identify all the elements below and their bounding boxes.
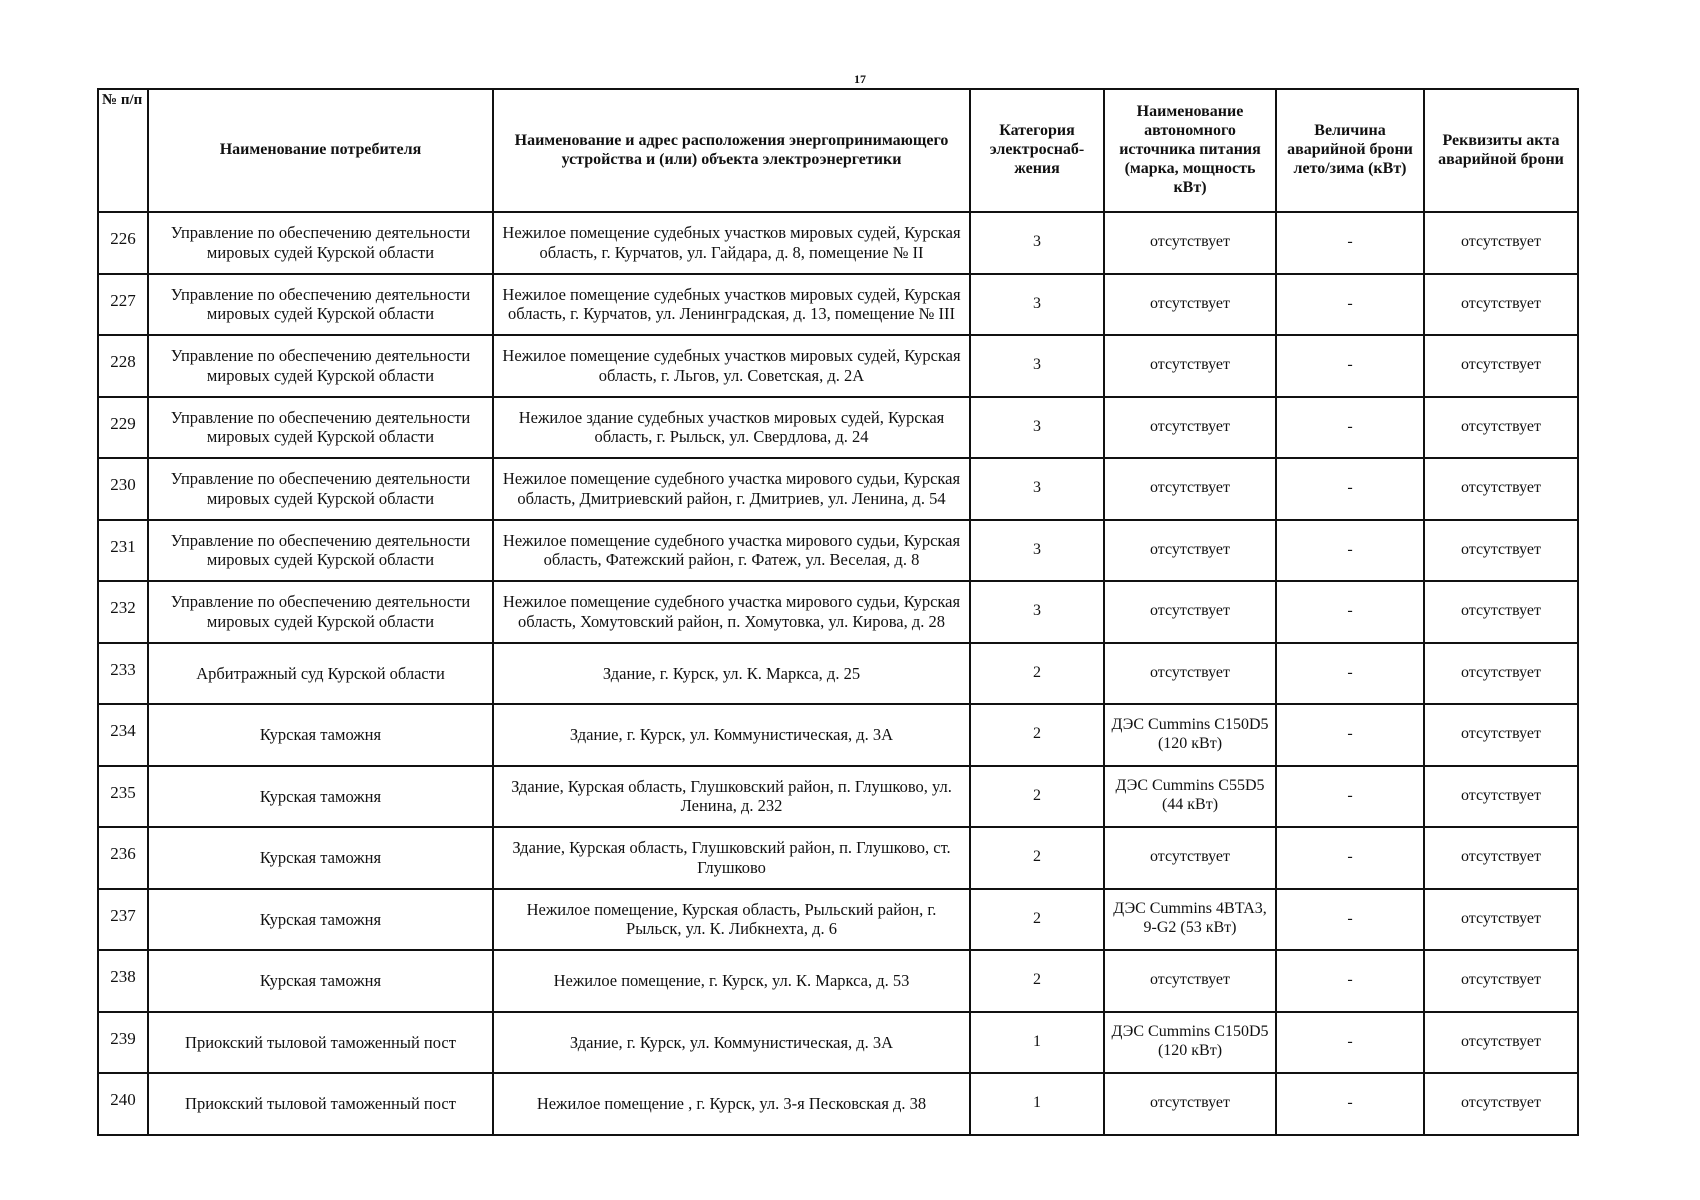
- cell-act: отсутствует: [1424, 950, 1578, 1012]
- cell-power-source: отсутствует: [1104, 397, 1276, 459]
- table-header-row: [98, 89, 1578, 212]
- cell-reserve: -: [1276, 889, 1424, 951]
- cell-consumer: Управление по обеспечению деятельности мировых судей Курской области: [148, 335, 493, 397]
- cell-power-source: отсутствует: [1104, 212, 1276, 274]
- header-number: № п/п: [98, 89, 148, 212]
- cell-category: 3: [970, 397, 1104, 459]
- cell-number: 230: [98, 458, 148, 520]
- cell-reserve: -: [1276, 766, 1424, 828]
- header-category: Категория электроснаб-жения: [970, 89, 1104, 212]
- table-row: [98, 1073, 1578, 1135]
- cell-address: Нежилое помещение судебного участка мирового судьи, Курская область, Фатежский район, г. Фатеж, ул. Веселая, д. 8: [493, 520, 970, 582]
- cell-power-source: ДЭС Cummins 4BTA3, 9-G2 (53 кВт): [1104, 889, 1276, 951]
- table-row: [98, 766, 1578, 828]
- cell-power-source: отсутствует: [1104, 950, 1276, 1012]
- table-row: [98, 827, 1578, 889]
- cell-address: Нежилое помещение , г. Курск, ул. 3-я Песковская д. 38: [493, 1073, 970, 1135]
- cell-act: отсутствует: [1424, 1012, 1578, 1074]
- cell-power-source: отсутствует: [1104, 643, 1276, 705]
- cell-number: 226: [98, 212, 148, 274]
- cell-number: 229: [98, 397, 148, 459]
- cell-reserve: -: [1276, 643, 1424, 705]
- cell-consumer: Арбитражный суд Курской области: [148, 643, 493, 705]
- header-consumer: Наименование потребителя: [148, 89, 493, 212]
- cell-act: отсутствует: [1424, 520, 1578, 582]
- cell-address: Здание, г. Курск, ул. Коммунистическая, д. 3А: [493, 1012, 970, 1074]
- cell-number: 228: [98, 335, 148, 397]
- cell-number: 237: [98, 889, 148, 951]
- cell-reserve: -: [1276, 827, 1424, 889]
- cell-consumer: Управление по обеспечению деятельности мировых судей Курской области: [148, 581, 493, 643]
- cell-act: отсутствует: [1424, 766, 1578, 828]
- cell-act: отсутствует: [1424, 1073, 1578, 1135]
- cell-act: отсутствует: [1424, 889, 1578, 951]
- cell-power-source: ДЭС Cummins C55D5 (44 кВт): [1104, 766, 1276, 828]
- cell-reserve: -: [1276, 397, 1424, 459]
- cell-act: отсутствует: [1424, 335, 1578, 397]
- table-row: [98, 212, 1578, 274]
- table-row: [98, 643, 1578, 705]
- cell-category: 2: [970, 766, 1104, 828]
- cell-act: отсутствует: [1424, 643, 1578, 705]
- cell-category: 2: [970, 827, 1104, 889]
- table-row: [98, 704, 1578, 766]
- cell-category: 3: [970, 335, 1104, 397]
- cell-consumer: Управление по обеспечению деятельности мировых судей Курской области: [148, 520, 493, 582]
- table-row: [98, 274, 1578, 336]
- cell-consumer: Управление по обеспечению деятельности мировых судей Курской области: [148, 212, 493, 274]
- cell-category: 3: [970, 581, 1104, 643]
- cell-power-source: отсутствует: [1104, 827, 1276, 889]
- cell-number: 236: [98, 827, 148, 889]
- cell-power-source: отсутствует: [1104, 581, 1276, 643]
- cell-category: 3: [970, 274, 1104, 336]
- table-row: [98, 458, 1578, 520]
- cell-address: Нежилое помещение, г. Курск, ул. К. Маркса, д. 53: [493, 950, 970, 1012]
- cell-address: Здание, Курская область, Глушковский район, п. Глушково, ул. Ленина, д. 232: [493, 766, 970, 828]
- cell-power-source: отсутствует: [1104, 335, 1276, 397]
- cell-reserve: -: [1276, 581, 1424, 643]
- cell-consumer: Курская таможня: [148, 704, 493, 766]
- cell-consumer: Приокский тыловой таможенный пост: [148, 1073, 493, 1135]
- cell-reserve: -: [1276, 1012, 1424, 1074]
- cell-category: 1: [970, 1073, 1104, 1135]
- table-row: [98, 397, 1578, 459]
- cell-number: 234: [98, 704, 148, 766]
- cell-act: отсутствует: [1424, 397, 1578, 459]
- cell-power-source: отсутствует: [1104, 1073, 1276, 1135]
- cell-consumer: Курская таможня: [148, 827, 493, 889]
- cell-number: 239: [98, 1012, 148, 1074]
- cell-power-source: ДЭС Cummins C150D5 (120 кВт): [1104, 1012, 1276, 1074]
- table-row: [98, 335, 1578, 397]
- cell-address: Здание, г. Курск, ул. Коммунистическая, д. 3А: [493, 704, 970, 766]
- cell-category: 3: [970, 520, 1104, 582]
- cell-address: Нежилое помещение судебных участков мировых судей, Курская область, г. Курчатов, ул. Ленинградская, д. 13, помещение № III: [493, 274, 970, 336]
- cell-act: отсутствует: [1424, 274, 1578, 336]
- table-row: [98, 581, 1578, 643]
- cell-consumer: Приокский тыловой таможенный пост: [148, 1012, 493, 1074]
- cell-number: 238: [98, 950, 148, 1012]
- cell-consumer: Управление по обеспечению деятельности мировых судей Курской области: [148, 397, 493, 459]
- cell-address: Нежилое помещение, Курская область, Рыльский район, г. Рыльск, ул. К. Либкнехта, д. 6: [493, 889, 970, 951]
- header-address: Наименование и адрес расположения энергопринимающего устройства и (или) объекта электроэнергетики: [493, 89, 970, 212]
- cell-number: 232: [98, 581, 148, 643]
- cell-address: Нежилое помещение судебного участка мирового судьи, Курская область, Дмитриевский район, г. Дмитриев, ул. Ленина, д. 54: [493, 458, 970, 520]
- cell-address: Нежилое помещение судебного участка мирового судьи, Курская область, Хомутовский район, п. Хомутовка, ул. Кирова, д. 28: [493, 581, 970, 643]
- cell-category: 2: [970, 889, 1104, 951]
- cell-act: отсутствует: [1424, 827, 1578, 889]
- cell-reserve: -: [1276, 1073, 1424, 1135]
- table-row: [98, 520, 1578, 582]
- cell-number: 240: [98, 1073, 148, 1135]
- header-power-source: Наименование автономного источника питания (марка, мощность кВт): [1104, 89, 1276, 212]
- table-body: [98, 212, 1578, 1135]
- cell-reserve: -: [1276, 520, 1424, 582]
- cell-category: 2: [970, 643, 1104, 705]
- cell-act: отсутствует: [1424, 581, 1578, 643]
- cell-category: 3: [970, 458, 1104, 520]
- cell-address: Нежилое помещение судебных участков мировых судей, Курская область, г. Льгов, ул. Советская, д. 2А: [493, 335, 970, 397]
- cell-category: 2: [970, 704, 1104, 766]
- table-row: [98, 1012, 1578, 1074]
- page-number: 17: [854, 72, 866, 86]
- cell-act: отсутствует: [1424, 212, 1578, 274]
- cell-number: 227: [98, 274, 148, 336]
- cell-reserve: -: [1276, 458, 1424, 520]
- cell-address: Нежилое помещение судебных участков мировых судей, Курская область, г. Курчатов, ул. Гайдара, д. 8, помещение № II: [493, 212, 970, 274]
- cell-power-source: отсутствует: [1104, 274, 1276, 336]
- cell-act: отсутствует: [1424, 704, 1578, 766]
- cell-reserve: -: [1276, 704, 1424, 766]
- table-row: [98, 889, 1578, 951]
- cell-reserve: -: [1276, 274, 1424, 336]
- cell-power-source: отсутствует: [1104, 520, 1276, 582]
- cell-address: Нежилое здание судебных участков мировых судей, Курская область, г. Рыльск, ул. Свердлова, д. 24: [493, 397, 970, 459]
- header-act: Реквизиты акта аварийной брони: [1424, 89, 1578, 212]
- cell-act: отсутствует: [1424, 458, 1578, 520]
- cell-power-source: отсутствует: [1104, 458, 1276, 520]
- cell-power-source: ДЭС Cummins C150D5 (120 кВт): [1104, 704, 1276, 766]
- table-row: [98, 950, 1578, 1012]
- cell-consumer: Курская таможня: [148, 766, 493, 828]
- cell-category: 2: [970, 950, 1104, 1012]
- cell-consumer: Курская таможня: [148, 889, 493, 951]
- cell-address: Здание, Курская область, Глушковский район, п. Глушково, ст. Глушково: [493, 827, 970, 889]
- cell-consumer: Управление по обеспечению деятельности мировых судей Курской области: [148, 274, 493, 336]
- cell-category: 3: [970, 212, 1104, 274]
- cell-reserve: -: [1276, 950, 1424, 1012]
- cell-address: Здание, г. Курск, ул. К. Маркса, д. 25: [493, 643, 970, 705]
- cell-number: 235: [98, 766, 148, 828]
- cell-reserve: -: [1276, 335, 1424, 397]
- cell-number: 233: [98, 643, 148, 705]
- cell-consumer: Курская таможня: [148, 950, 493, 1012]
- cell-consumer: Управление по обеспечению деятельности мировых судей Курской области: [148, 458, 493, 520]
- header-reserve: Величина аварийной брони лето/зима (кВт): [1276, 89, 1424, 212]
- cell-category: 1: [970, 1012, 1104, 1074]
- cell-number: 231: [98, 520, 148, 582]
- cell-reserve: -: [1276, 212, 1424, 274]
- consumer-registry-table: [97, 88, 1579, 1136]
